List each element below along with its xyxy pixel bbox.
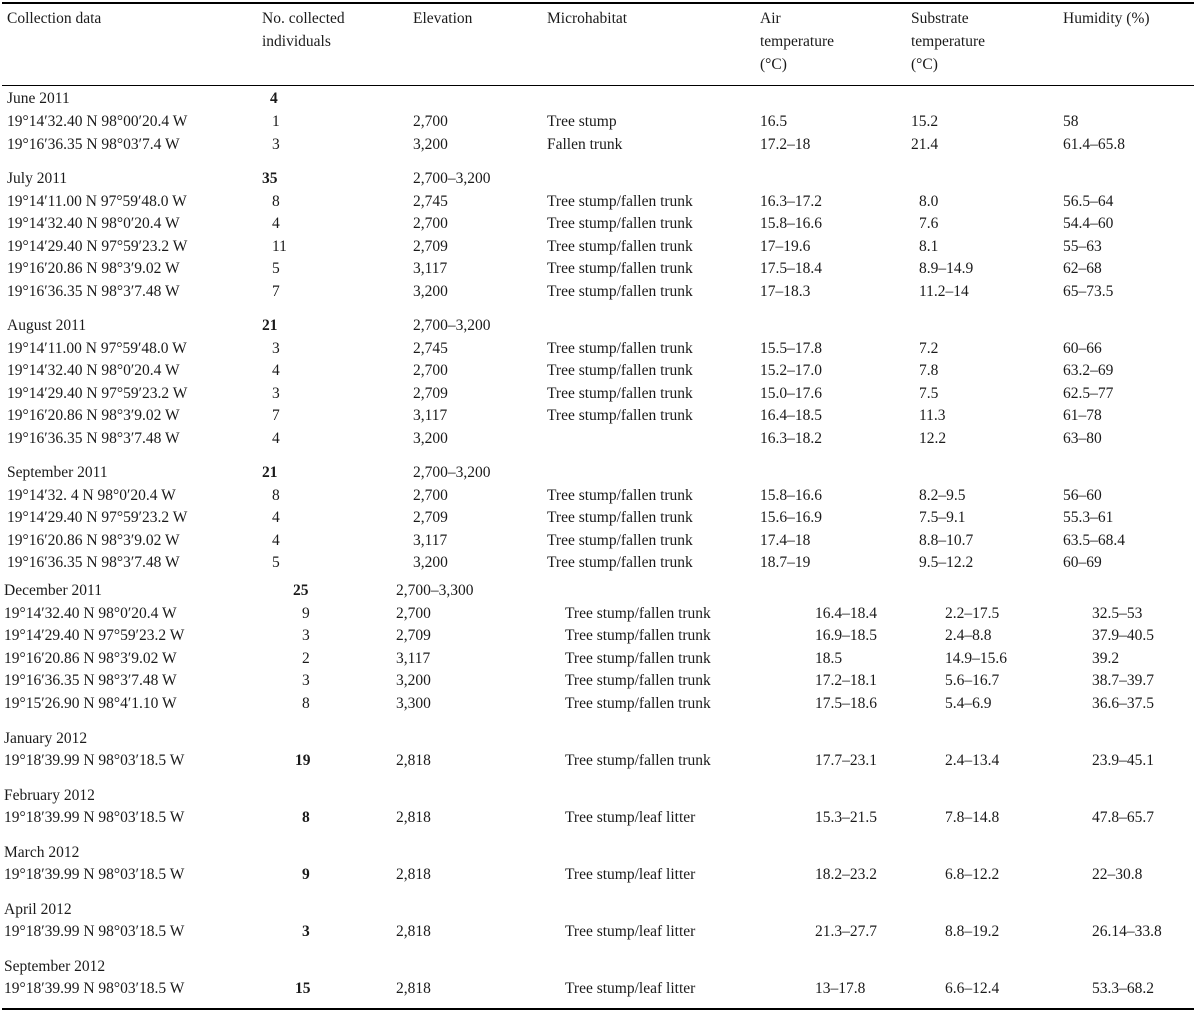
elevation-cell: 3,117 xyxy=(413,260,448,277)
location-cell: 19°16′36.35 N 98°03′7.4 W xyxy=(7,136,180,153)
header-rule xyxy=(2,85,1194,86)
air-temperature-cell: 18.5 xyxy=(815,650,843,667)
microhabitat-cell: Tree stump/leaf litter xyxy=(565,809,696,826)
air-temperature-cell: 17.4–18 xyxy=(760,532,811,549)
location-cell: 19°14′11.00 N 97°59′48.0 W xyxy=(7,193,187,210)
microhabitat-cell: Tree stump/leaf litter xyxy=(565,923,696,940)
individuals-cell: 8 xyxy=(302,695,310,712)
air-temperature-cell: 13–17.8 xyxy=(815,980,866,997)
substrate-temperature-cell: 5.6–16.7 xyxy=(945,672,1000,689)
elevation-cell: 2,745 xyxy=(413,193,448,210)
microhabitat-cell: Tree stump/fallen trunk xyxy=(565,650,711,667)
substrate-temperature-cell: 2.2–17.5 xyxy=(945,605,1000,622)
individuals-cell: 3 xyxy=(272,136,280,153)
humidity-cell: 63–80 xyxy=(1063,430,1102,447)
humidity-cell: 56.5–64 xyxy=(1063,193,1114,210)
air-temperature-cell: 16.3–18.2 xyxy=(760,430,822,447)
microhabitat-cell: Tree stump/fallen trunk xyxy=(547,407,693,424)
air-temperature-cell: 16.9–18.5 xyxy=(815,627,877,644)
location-cell: 19°16′36.35 N 98°3′7.48 W xyxy=(7,283,180,300)
substrate-temperature-cell: 8.0 xyxy=(919,193,939,210)
humidity-cell: 62–68 xyxy=(1063,260,1102,277)
microhabitat-cell: Tree stump/fallen trunk xyxy=(547,283,693,300)
air-temperature-cell: 16.4–18.4 xyxy=(815,605,877,622)
humidity-cell: 60–66 xyxy=(1063,340,1102,357)
header-air-temperature: Air temperature (°C) xyxy=(760,10,835,73)
microhabitat-cell: Tree stump/fallen trunk xyxy=(547,554,693,571)
microhabitat-cell: Tree stump/fallen trunk xyxy=(565,627,711,644)
location-cell: 19°14′32.40 N 98°00′20.4 W xyxy=(7,113,188,130)
humidity-cell: 23.9–45.1 xyxy=(1092,752,1154,769)
air-temperature-cell: 15.0–17.6 xyxy=(760,385,822,402)
header-microhabitat: Microhabitat xyxy=(547,10,628,27)
humidity-cell: 26.14–33.8 xyxy=(1092,923,1162,940)
humidity-cell: 39.2 xyxy=(1092,650,1120,667)
group-total-individuals: 4 xyxy=(270,90,278,107)
substrate-temperature-cell: 14.9–15.6 xyxy=(945,650,1007,667)
elevation-cell: 3,200 xyxy=(396,672,431,689)
humidity-cell: 32.5–53 xyxy=(1092,605,1143,622)
individuals-cell: 8 xyxy=(302,809,310,826)
group-total-individuals: 35 xyxy=(262,170,278,187)
humidity-cell: 61.4–65.8 xyxy=(1063,136,1125,153)
substrate-temperature-cell: 7.2 xyxy=(919,340,939,357)
air-temperature-cell: 18.2–23.2 xyxy=(815,866,877,883)
microhabitat-cell: Tree stump/fallen trunk xyxy=(547,193,693,210)
location-cell: 19°16′36.35 N 98°3′7.48 W xyxy=(7,430,180,447)
elevation-cell: 3,300 xyxy=(396,695,431,712)
location-cell: 19°14′32.40 N 98°0′20.4 W xyxy=(7,362,180,379)
air-temperature-cell: 17–18.3 xyxy=(760,283,811,300)
individuals-cell: 11 xyxy=(272,238,287,255)
individuals-cell: 4 xyxy=(272,430,280,447)
table-top-rule xyxy=(2,2,1194,4)
humidity-cell: 47.8–65.7 xyxy=(1092,809,1154,826)
elevation-cell: 2,818 xyxy=(396,923,431,940)
substrate-temperature-cell: 11.3 xyxy=(919,407,946,424)
location-cell: 19°14′29.40 N 97°59′23.2 W xyxy=(4,627,185,644)
humidity-cell: 55.3–61 xyxy=(1063,509,1114,526)
humidity-cell: 53.3–68.2 xyxy=(1092,980,1154,997)
location-cell: 19°14′32. 4 N 98°0′20.4 W xyxy=(7,487,176,504)
air-temperature-cell: 15.8–16.6 xyxy=(760,215,822,232)
location-cell: 19°18′39.99 N 98°03′18.5 W xyxy=(4,752,185,769)
air-temperature-cell: 21.3–27.7 xyxy=(815,923,877,940)
location-cell: 19°16′20.86 N 98°3′9.02 W xyxy=(4,650,177,667)
humidity-cell: 63.2–69 xyxy=(1063,362,1114,379)
group-total-individuals: 25 xyxy=(293,582,309,599)
microhabitat-cell: Fallen trunk xyxy=(547,136,623,153)
air-temperature-cell: 16.3–17.2 xyxy=(760,193,822,210)
elevation-cell: 2,709 xyxy=(413,509,448,526)
individuals-cell: 9 xyxy=(302,605,310,622)
location-cell: 19°14′32.40 N 98°0′20.4 W xyxy=(7,215,180,232)
header-substrate-temperature: Substrate temperature (°C) xyxy=(911,10,986,73)
microhabitat-cell: Tree stump/fallen trunk xyxy=(547,487,693,504)
air-temperature-cell: 18.7–19 xyxy=(760,554,811,571)
microhabitat-cell: Tree stump/fallen trunk xyxy=(547,260,693,277)
humidity-cell: 37.9–40.5 xyxy=(1092,627,1154,644)
microhabitat-cell: Tree stump/fallen trunk xyxy=(547,532,693,549)
individuals-cell: 5 xyxy=(272,260,280,277)
microhabitat-cell: Tree stump/fallen trunk xyxy=(565,695,711,712)
substrate-temperature-cell: 8.9–14.9 xyxy=(919,260,974,277)
group-total-individuals: 21 xyxy=(262,317,278,334)
header-collection-data: Collection data xyxy=(7,10,102,27)
humidity-cell: 60–69 xyxy=(1063,554,1102,571)
location-cell: 19°14′11.00 N 97°59′48.0 W xyxy=(7,340,187,357)
individuals-cell: 3 xyxy=(302,923,310,940)
air-temperature-cell: 17.2–18 xyxy=(760,136,811,153)
humidity-cell: 61–78 xyxy=(1063,407,1102,424)
microhabitat-cell: Tree stump xyxy=(547,113,617,130)
location-cell: 19°16′20.86 N 98°3′9.02 W xyxy=(7,532,180,549)
individuals-cell: 19 xyxy=(295,752,311,769)
individuals-cell: 1 xyxy=(272,113,280,130)
location-cell: 19°18′39.99 N 98°03′18.5 W xyxy=(4,923,185,940)
substrate-temperature-cell: 8.1 xyxy=(919,238,939,255)
group-period: June 2011 xyxy=(7,90,70,107)
humidity-cell: 65–73.5 xyxy=(1063,283,1114,300)
substrate-temperature-cell: 8.8–10.7 xyxy=(919,532,974,549)
location-cell: 19°18′39.99 N 98°03′18.5 W xyxy=(4,866,185,883)
substrate-temperature-cell: 12.2 xyxy=(919,430,947,447)
microhabitat-cell: Tree stump/fallen trunk xyxy=(565,672,711,689)
elevation-cell: 3,117 xyxy=(413,532,448,549)
elevation-cell: 2,818 xyxy=(396,809,431,826)
header-elevation: Elevation xyxy=(413,10,473,27)
group-period: April 2012 xyxy=(4,901,72,918)
humidity-cell: 56–60 xyxy=(1063,487,1102,504)
air-temperature-cell: 15.2–17.0 xyxy=(760,362,822,379)
air-temperature-cell: 15.8–16.6 xyxy=(760,487,822,504)
microhabitat-cell: Tree stump/fallen trunk xyxy=(547,385,693,402)
elevation-cell: 2,818 xyxy=(396,980,431,997)
table-bottom-rule xyxy=(2,1008,1194,1010)
elevation-cell: 2,700 xyxy=(413,362,448,379)
air-temperature-cell: 15.3–21.5 xyxy=(815,809,877,826)
individuals-cell: 3 xyxy=(272,340,280,357)
microhabitat-cell: Tree stump/fallen trunk xyxy=(547,238,693,255)
group-period: February 2012 xyxy=(4,787,95,804)
individuals-cell: 7 xyxy=(272,407,280,424)
microhabitat-cell: Tree stump/fallen trunk xyxy=(547,340,693,357)
elevation-cell: 3,117 xyxy=(413,407,448,424)
group-elevation-range: 2,700–3,200 xyxy=(413,464,491,481)
location-cell: 19°16′20.86 N 98°3′9.02 W xyxy=(7,407,180,424)
substrate-temperature-cell: 21.4 xyxy=(911,136,939,153)
microhabitat-cell: Tree stump/fallen trunk xyxy=(547,509,693,526)
header-humidity: Humidity (%) xyxy=(1063,10,1150,27)
elevation-cell: 2,745 xyxy=(413,340,448,357)
group-elevation-range: 2,700–3,200 xyxy=(413,317,491,334)
location-cell: 19°16′36.35 N 98°3′7.48 W xyxy=(4,672,177,689)
elevation-cell: 3,200 xyxy=(413,283,448,300)
microhabitat-cell: Tree stump/leaf litter xyxy=(565,866,696,883)
location-cell: 19°14′29.40 N 97°59′23.2 W xyxy=(7,509,188,526)
air-temperature-cell: 16.4–18.5 xyxy=(760,407,822,424)
elevation-cell: 3,200 xyxy=(413,554,448,571)
group-period: July 2011 xyxy=(7,170,68,187)
substrate-temperature-cell: 7.8 xyxy=(919,362,939,379)
individuals-cell: 3 xyxy=(302,627,310,644)
humidity-cell: 36.6–37.5 xyxy=(1092,695,1154,712)
individuals-cell: 9 xyxy=(302,866,310,883)
location-cell: 19°14′32.40 N 98°0′20.4 W xyxy=(4,605,177,622)
location-cell: 19°18′39.99 N 98°03′18.5 W xyxy=(4,809,185,826)
location-cell: 19°18′39.99 N 98°03′18.5 W xyxy=(4,980,185,997)
substrate-temperature-cell: 11.2–14 xyxy=(919,283,969,300)
microhabitat-cell: Tree stump/fallen trunk xyxy=(565,752,711,769)
humidity-cell: 38.7–39.7 xyxy=(1092,672,1154,689)
humidity-cell: 58 xyxy=(1063,113,1079,130)
air-temperature-cell: 15.5–17.8 xyxy=(760,340,822,357)
substrate-temperature-cell: 5.4–6.9 xyxy=(945,695,992,712)
individuals-cell: 4 xyxy=(272,509,280,526)
individuals-cell: 3 xyxy=(302,672,310,689)
group-period: August 2011 xyxy=(7,317,87,334)
location-cell: 19°16′20.86 N 98°3′9.02 W xyxy=(7,260,180,277)
individuals-cell: 4 xyxy=(272,532,280,549)
group-total-individuals: 21 xyxy=(262,464,278,481)
individuals-cell: 15 xyxy=(295,980,311,997)
group-period: September 2011 xyxy=(7,464,108,481)
elevation-cell: 2,709 xyxy=(413,238,448,255)
location-cell: 19°16′36.35 N 98°3′7.48 W xyxy=(7,554,180,571)
group-period: January 2012 xyxy=(4,730,88,747)
group-period: March 2012 xyxy=(4,844,80,861)
individuals-cell: 3 xyxy=(272,385,280,402)
elevation-cell: 2,709 xyxy=(396,627,431,644)
group-period: December 2011 xyxy=(4,582,102,599)
individuals-cell: 4 xyxy=(272,362,280,379)
humidity-cell: 54.4–60 xyxy=(1063,215,1114,232)
elevation-cell: 3,200 xyxy=(413,136,448,153)
microhabitat-cell: Tree stump/fallen trunk xyxy=(547,215,693,232)
air-temperature-cell: 17.2–18.1 xyxy=(815,672,877,689)
substrate-temperature-cell: 7.5 xyxy=(919,385,939,402)
humidity-cell: 55–63 xyxy=(1063,238,1102,255)
individuals-cell: 2 xyxy=(302,650,310,667)
elevation-cell: 2,700 xyxy=(396,605,431,622)
elevation-cell: 2,818 xyxy=(396,866,431,883)
humidity-cell: 62.5–77 xyxy=(1063,385,1114,402)
individuals-cell: 8 xyxy=(272,487,280,504)
substrate-temperature-cell: 2.4–8.8 xyxy=(945,627,992,644)
substrate-temperature-cell: 7.8–14.8 xyxy=(945,809,1000,826)
microhabitat-cell: Tree stump/leaf litter xyxy=(565,980,696,997)
substrate-temperature-cell: 7.6 xyxy=(919,215,939,232)
elevation-cell: 2,700 xyxy=(413,215,448,232)
substrate-temperature-cell: 2.4–13.4 xyxy=(945,752,1000,769)
location-cell: 19°14′29.40 N 97°59′23.2 W xyxy=(7,238,188,255)
substrate-temperature-cell: 7.5–9.1 xyxy=(919,509,966,526)
individuals-cell: 8 xyxy=(272,193,280,210)
humidity-cell: 63.5–68.4 xyxy=(1063,532,1125,549)
air-temperature-cell: 17.5–18.4 xyxy=(760,260,822,277)
location-cell: 19°15′26.90 N 98°4′1.10 W xyxy=(4,695,177,712)
header-individuals: No. collected individuals xyxy=(262,10,345,50)
elevation-cell: 3,117 xyxy=(396,650,431,667)
air-temperature-cell: 17–19.6 xyxy=(760,238,811,255)
substrate-temperature-cell: 9.5–12.2 xyxy=(919,554,974,571)
elevation-cell: 2,700 xyxy=(413,487,448,504)
air-temperature-cell: 16.5 xyxy=(760,113,788,130)
microhabitat-cell: Tree stump/fallen trunk xyxy=(547,362,693,379)
individuals-cell: 7 xyxy=(272,283,280,300)
elevation-cell: 2,818 xyxy=(396,752,431,769)
group-elevation-range: 2,700–3,200 xyxy=(413,170,491,187)
air-temperature-cell: 17.7–23.1 xyxy=(815,752,877,769)
location-cell: 19°14′29.40 N 97°59′23.2 W xyxy=(7,385,188,402)
elevation-cell: 2,700 xyxy=(413,113,448,130)
group-period: September 2012 xyxy=(4,958,106,975)
substrate-temperature-cell: 6.8–12.2 xyxy=(945,866,1000,883)
substrate-temperature-cell: 8.2–9.5 xyxy=(919,487,966,504)
microhabitat-cell: Tree stump/fallen trunk xyxy=(565,605,711,622)
air-temperature-cell: 15.6–16.9 xyxy=(760,509,822,526)
substrate-temperature-cell: 6.6–12.4 xyxy=(945,980,1000,997)
air-temperature-cell: 17.5–18.6 xyxy=(815,695,877,712)
individuals-cell: 4 xyxy=(272,215,280,232)
group-elevation-range: 2,700–3,300 xyxy=(396,582,474,599)
elevation-cell: 2,709 xyxy=(413,385,448,402)
substrate-temperature-cell: 8.8–19.2 xyxy=(945,923,1000,940)
substrate-temperature-cell: 15.2 xyxy=(911,113,939,130)
elevation-cell: 3,200 xyxy=(413,430,448,447)
humidity-cell: 22–30.8 xyxy=(1092,866,1143,883)
individuals-cell: 5 xyxy=(272,554,280,571)
